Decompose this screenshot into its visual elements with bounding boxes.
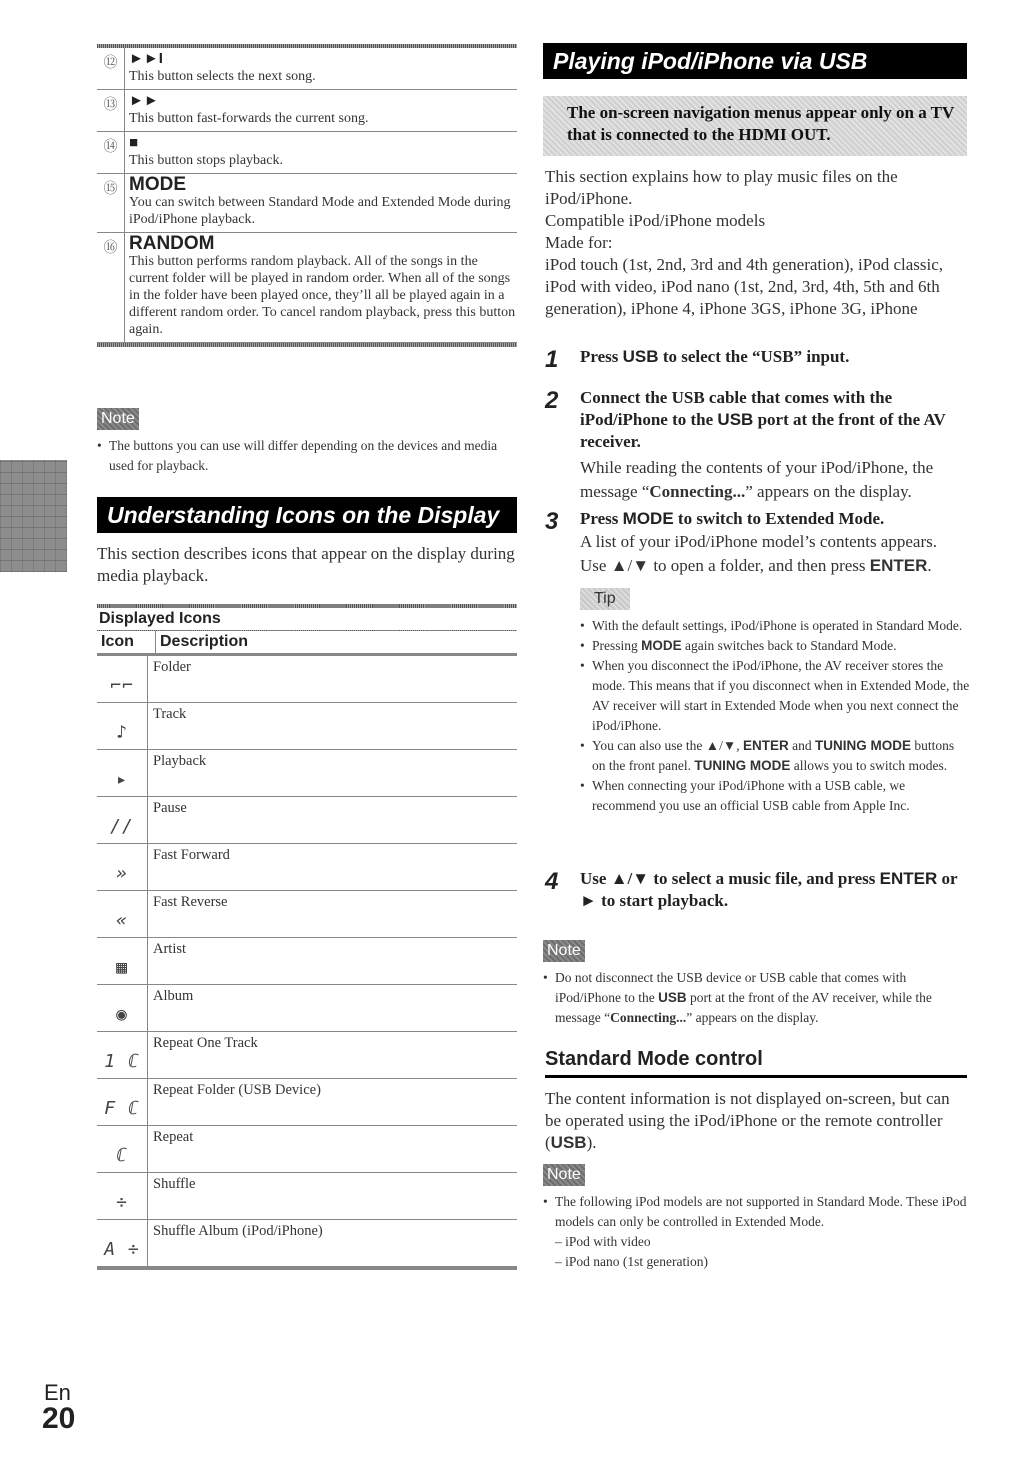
shuffle-icon: ÷ — [116, 1192, 128, 1213]
button-row — [97, 132, 517, 174]
intro-text: Compatible iPod/iPhone models — [545, 211, 766, 230]
callout-number: ⑬ — [103, 98, 118, 113]
button-desc: This button selects the next song. — [129, 69, 316, 84]
table-caption: Displayed Icons — [97, 604, 517, 631]
callout-number: ⑮ — [103, 182, 118, 197]
random-label: RANDOM — [129, 233, 215, 254]
shuffle-album-icon: A ÷ — [104, 1239, 140, 1260]
callout-number: ⑯ — [103, 241, 118, 256]
tip-block — [580, 588, 970, 816]
note-subitem: – iPod with video — [555, 1234, 651, 1249]
column-header-icon: Icon — [101, 633, 134, 650]
models-text: iPod touch (1st, 2nd, 3rd and 4th generation), iPod classic, iPod with video, iPod nano (1st, 2nd, 3rd, 4th, 5th and 6th generation), iPhone 4, iPhone 3GS, iPhone 3G, iPhone — [545, 255, 944, 318]
icon-desc: Shuffle Album (iPod/iPhone) — [147, 1220, 517, 1266]
playback-icon: ▸ — [116, 769, 128, 790]
icon-desc: Repeat Folder (USB Device) — [147, 1079, 517, 1125]
usb-key: USB — [717, 410, 754, 429]
button-row — [97, 233, 517, 343]
step-text: to switch to Extended Mode. — [673, 509, 885, 528]
fast-reverse-icon: « — [116, 910, 128, 931]
step-3 — [543, 508, 967, 578]
section-title-icons: Understanding Icons on the Display — [97, 497, 517, 533]
language-label: En — [44, 1380, 71, 1405]
standard-mode-heading: Standard Mode control — [545, 1048, 967, 1078]
button-row — [97, 174, 517, 233]
fast-forward-icon: ►► — [129, 92, 159, 109]
icon-desc: Artist — [147, 938, 517, 984]
table-row — [97, 1220, 517, 1267]
step-desc: Use ▲/▼ to open a folder, and then press — [580, 556, 870, 575]
note-block — [543, 1164, 967, 1272]
table-row — [97, 656, 517, 703]
tip-item: • Pressing MODE again switches back to Standard Mode. — [580, 636, 970, 656]
connecting-message: Connecting... — [649, 482, 746, 501]
hdmi-notice: The on-screen navigation menus appear only on a TV that is connected to the HDMI OUT. — [567, 103, 954, 144]
tip-item: • When connecting your iPod/iPhone with a USB cable, we recommend you use an official USB cable from Apple Inc. — [580, 776, 970, 816]
intro-text: This section explains how to play music files on the iPod/iPhone. — [545, 167, 898, 208]
step-text: or ► to start playback. — [580, 869, 958, 910]
step-number: 4 — [545, 868, 559, 895]
icon-desc: Folder — [147, 656, 517, 702]
step-text: Connect the USB cable that comes with the iPod/iPhone to the — [580, 388, 893, 429]
track-icon: ♪ — [116, 722, 128, 743]
enter-key: ENTER — [869, 556, 928, 575]
button-desc: This button performs random playback. All of the songs in the current folder will be played in random order. When all of the songs in the folder have been played once, they’ll all be played again in a different random order. To cancel random playback, press this button again. — [129, 254, 516, 337]
step-text: port at the front of the AV receiver. — [580, 410, 946, 451]
step-number: 3 — [545, 508, 559, 535]
note-text: • The following iPod models are not supported in Standard Mode. These iPod models can only be controlled in Extended Mode. — [543, 1192, 967, 1232]
table-row — [97, 750, 517, 797]
note-text: • The buttons you can use will differ depending on the devices and media used for playback. — [97, 436, 517, 476]
tip-item: • When you disconnect the iPod/iPhone, the AV receiver stores the mode. This means that if you disconnect when in Extended Mode, the AV receiver will start in Extended Mode when you next connect the iPod/iPhone. — [580, 656, 970, 736]
table-row — [97, 891, 517, 938]
tip-item: • With the default settings, iPod/iPhone is operated in Standard Mode. — [580, 616, 970, 636]
usb-key: USB — [622, 347, 659, 366]
folder-icon: ⌐⌐ — [110, 675, 134, 696]
column-header-description: Description — [155, 631, 517, 653]
icon-desc: Fast Forward — [147, 844, 517, 890]
table-row — [97, 1079, 517, 1126]
page-number: 20 — [42, 1402, 76, 1435]
tip-item: • You can also use the ▲/▼, ENTER and TUNING MODE buttons on the front panel. TUNING MODE allows you to switch modes. — [580, 736, 970, 776]
artist-icon: ▦ — [116, 957, 128, 978]
step-text: Press — [580, 347, 623, 366]
fast-forward-icon: » — [116, 863, 128, 884]
stop-icon: ■ — [129, 134, 139, 151]
side-tab-marker — [0, 460, 67, 572]
repeat-one-icon: 1 ℂ — [104, 1051, 140, 1072]
table-row — [97, 1032, 517, 1079]
mode-key: MODE — [622, 509, 674, 528]
icon-desc: Album — [147, 985, 517, 1031]
button-desc: This button stops playback. — [129, 153, 283, 168]
icon-desc: Repeat One Track — [147, 1032, 517, 1078]
pause-icon: // — [110, 816, 134, 837]
note-text: • Do not disconnect the USB device or USB cable that comes with iPod/iPhone to the USB port at the front of the AV receiver, while the message “Connecting...” appears on the display. — [543, 968, 967, 1028]
table-row — [97, 938, 517, 985]
step-4 — [543, 868, 967, 912]
note-subitem: – iPod nano (1st generation) — [555, 1254, 708, 1269]
step-desc: While reading the contents of your iPod/iPhone, the message “ — [580, 458, 934, 501]
tip-badge: Tip — [580, 588, 630, 610]
table-row — [97, 1173, 517, 1220]
note-block — [97, 408, 517, 476]
icon-desc: Fast Reverse — [147, 891, 517, 937]
step-text: Press — [580, 509, 623, 528]
album-icon: ◉ — [116, 1004, 128, 1025]
usb-intro — [545, 166, 969, 320]
step-number: 1 — [545, 346, 559, 373]
section-title-usb: Playing iPod/iPhone via USB — [543, 43, 967, 79]
note-badge: Note — [543, 940, 585, 962]
note-block — [543, 940, 967, 1028]
table-row — [97, 703, 517, 750]
icon-desc: Repeat — [147, 1126, 517, 1172]
icon-desc: Playback — [147, 750, 517, 796]
button-desc: You can switch between Standard Mode and Extended Mode during iPod/iPhone playback. — [129, 195, 511, 227]
table-row — [97, 844, 517, 891]
step-text: Use ▲/▼ to select a music file, and press — [580, 869, 880, 888]
step-text: to select the “USB” input. — [658, 347, 850, 366]
standard-mode-text: The content information is not displayed on-screen, but can be operated using the iPod/iPhone or the remote controller (USB). — [545, 1089, 950, 1152]
callout-number: ⑫ — [103, 56, 118, 71]
mode-label: MODE — [129, 174, 186, 195]
table-row — [97, 985, 517, 1032]
button-row — [97, 90, 517, 132]
repeat-folder-icon: F ℂ — [104, 1098, 140, 1119]
icon-desc: Pause — [147, 797, 517, 843]
callout-number: ⑭ — [103, 140, 118, 155]
step-2 — [543, 387, 967, 504]
step-1 — [543, 346, 967, 373]
icon-desc: Shuffle — [147, 1173, 517, 1219]
step-desc: A list of your iPod/iPhone model’s contents appears. — [580, 532, 937, 551]
button-table — [97, 44, 517, 347]
step-desc: ” appears on the display. — [745, 482, 912, 501]
note-badge: Note — [97, 408, 139, 430]
table-row — [97, 797, 517, 844]
icons-intro: This section describes icons that appear on the display during media playback. — [97, 544, 515, 585]
table-row — [97, 1126, 517, 1173]
button-desc: This button fast-forwards the current song. — [129, 111, 369, 126]
icons-table — [97, 604, 517, 1270]
icon-desc: Track — [147, 703, 517, 749]
step-desc: . — [927, 556, 932, 575]
hdmi-notice-box — [543, 96, 967, 156]
step-number: 2 — [545, 387, 559, 414]
button-row — [97, 48, 517, 90]
intro-text: Made for: — [545, 233, 613, 252]
note-badge: Note — [543, 1164, 585, 1186]
repeat-icon: ℂ — [116, 1145, 128, 1166]
next-icon: ►►I — [129, 50, 163, 67]
enter-key: ENTER — [879, 869, 938, 888]
